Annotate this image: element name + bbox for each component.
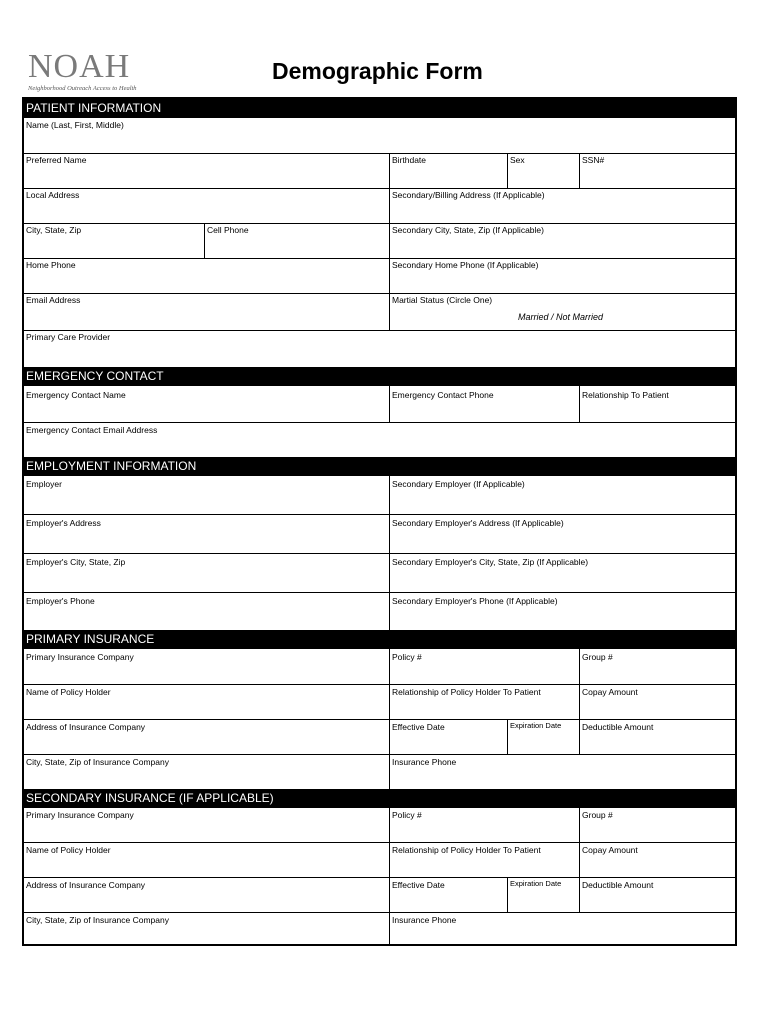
noah-logo	[28, 50, 152, 96]
label-emergency-relationship: Relationship To Patient	[582, 390, 669, 400]
label-expiration-date: Expiration Date	[510, 721, 562, 730]
label-email-address: Email Address	[26, 295, 81, 305]
divider	[389, 223, 390, 258]
label-secondary-employer-city: Secondary Employer's City, State, Zip (If Applicable)	[392, 557, 589, 567]
divider	[389, 153, 390, 188]
label-secondary-employer-phone: Secondary Employer's Phone (If Applicable)	[392, 596, 558, 606]
label-effective-date: Effective Date	[392, 722, 445, 732]
label-primary-care-provider: Primary Care Provider	[26, 332, 111, 342]
label-secondary-city: Secondary City, State, Zip (If Applicable)	[392, 225, 544, 235]
label-secondary-home-phone: Secondary Home Phone (If Applicable)	[392, 260, 539, 270]
label-emergency-phone: Emergency Contact Phone	[392, 390, 494, 400]
label-city-state-zip: City, State, Zip	[26, 225, 82, 235]
divider	[507, 719, 508, 754]
divider	[389, 476, 390, 630]
label-insurance-company: Primary Insurance Company	[26, 652, 134, 662]
label-secondary-employer: Secondary Employer (If Applicable)	[392, 479, 525, 489]
divider	[24, 422, 735, 423]
divider	[507, 877, 508, 912]
label-secondary-copay-amount: Copay Amount	[582, 845, 638, 855]
label-secondary-insurance-phone: Insurance Phone	[392, 915, 457, 925]
label-insurance-city: City, State, Zip of Insurance Company	[26, 757, 169, 767]
divider	[24, 842, 735, 843]
divider	[389, 258, 390, 293]
logo-wordmark: NOAH	[28, 48, 131, 85]
divider	[24, 754, 735, 755]
label-preferred-name: Preferred Name	[26, 155, 87, 165]
divider	[389, 386, 390, 422]
divider	[204, 223, 205, 258]
section-secondary-insurance: SECONDARY INSURANCE (IF APPLICABLE)	[22, 789, 737, 808]
divider	[389, 293, 390, 330]
divider	[579, 649, 580, 754]
divider	[579, 808, 580, 912]
field-name[interactable]	[24, 118, 735, 153]
label-employer-phone: Employer's Phone	[26, 596, 95, 606]
marital-options[interactable]: Married / Not Married	[518, 312, 604, 322]
label-secondary-insurance-address: Address of Insurance Company	[26, 880, 146, 890]
divider	[24, 553, 735, 554]
label-name: Name (Last, First, Middle)	[26, 120, 124, 130]
label-secondary-effective-date: Effective Date	[392, 880, 445, 890]
divider	[24, 258, 735, 259]
label-secondary-insurance-city: City, State, Zip of Insurance Company	[26, 915, 169, 925]
divider	[389, 649, 390, 789]
label-local-address: Local Address	[26, 190, 80, 200]
divider	[24, 912, 735, 913]
divider	[24, 719, 735, 720]
divider	[24, 153, 735, 154]
divider	[24, 877, 735, 878]
divider	[389, 808, 390, 944]
label-copay-amount: Copay Amount	[582, 687, 638, 697]
divider	[24, 684, 735, 685]
label-policy-number: Policy #	[392, 652, 422, 662]
label-secondary-expiration-date: Expiration Date	[510, 879, 562, 888]
label-cell-phone: Cell Phone	[207, 225, 249, 235]
label-sex: Sex	[510, 155, 525, 165]
divider	[24, 514, 735, 515]
divider	[24, 330, 735, 331]
label-employer: Employer	[26, 479, 62, 489]
label-secondary-deductible-amount: Deductible Amount	[582, 880, 654, 890]
divider	[579, 386, 580, 422]
divider	[507, 153, 508, 188]
label-deductible-amount: Deductible Amount	[582, 722, 654, 732]
divider	[24, 188, 735, 189]
page-title: Demographic Form	[272, 58, 483, 84]
label-secondary-employer-address: Secondary Employer's Address (If Applicable)	[392, 518, 564, 528]
divider	[24, 592, 735, 593]
demographic-form	[22, 97, 737, 946]
divider	[24, 223, 735, 224]
section-patient-information: PATIENT INFORMATION	[22, 99, 737, 118]
section-emergency-contact: EMERGENCY CONTACT	[22, 367, 737, 386]
label-secondary-policy-number: Policy #	[392, 810, 422, 820]
divider	[389, 188, 390, 223]
label-secondary-address: Secondary/Billing Address (If Applicable)	[392, 190, 545, 200]
label-ssn: SSN#	[582, 155, 605, 165]
label-emergency-email: Emergency Contact Email Address	[26, 425, 158, 435]
label-birthdate: Birthdate	[392, 155, 427, 165]
label-home-phone: Home Phone	[26, 260, 76, 270]
label-insurance-phone: Insurance Phone	[392, 757, 457, 767]
section-employment-information: EMPLOYMENT INFORMATION	[22, 457, 737, 476]
label-emergency-name: Emergency Contact Name	[26, 390, 126, 400]
label-secondary-holder-relationship: Relationship of Policy Holder To Patient	[392, 845, 541, 855]
label-holder-relationship: Relationship of Policy Holder To Patient	[392, 687, 541, 697]
label-secondary-policy-holder: Name of Policy Holder	[26, 845, 111, 855]
divider	[24, 293, 735, 294]
label-employer-city: Employer's City, State, Zip	[26, 557, 126, 567]
label-marital-status: Martial Status (Circle One)	[392, 295, 493, 305]
logo-tagline: Neighborhood Outreach Access to Health	[28, 85, 137, 92]
label-employer-address: Employer's Address	[26, 518, 101, 528]
label-group-number: Group #	[582, 652, 613, 662]
divider	[579, 153, 580, 188]
label-secondary-group-number: Group #	[582, 810, 613, 820]
label-insurance-address: Address of Insurance Company	[26, 722, 146, 732]
label-policy-holder: Name of Policy Holder	[26, 687, 111, 697]
label-secondary-insurance-company: Primary Insurance Company	[26, 810, 134, 820]
section-primary-insurance: PRIMARY INSURANCE	[22, 630, 737, 649]
